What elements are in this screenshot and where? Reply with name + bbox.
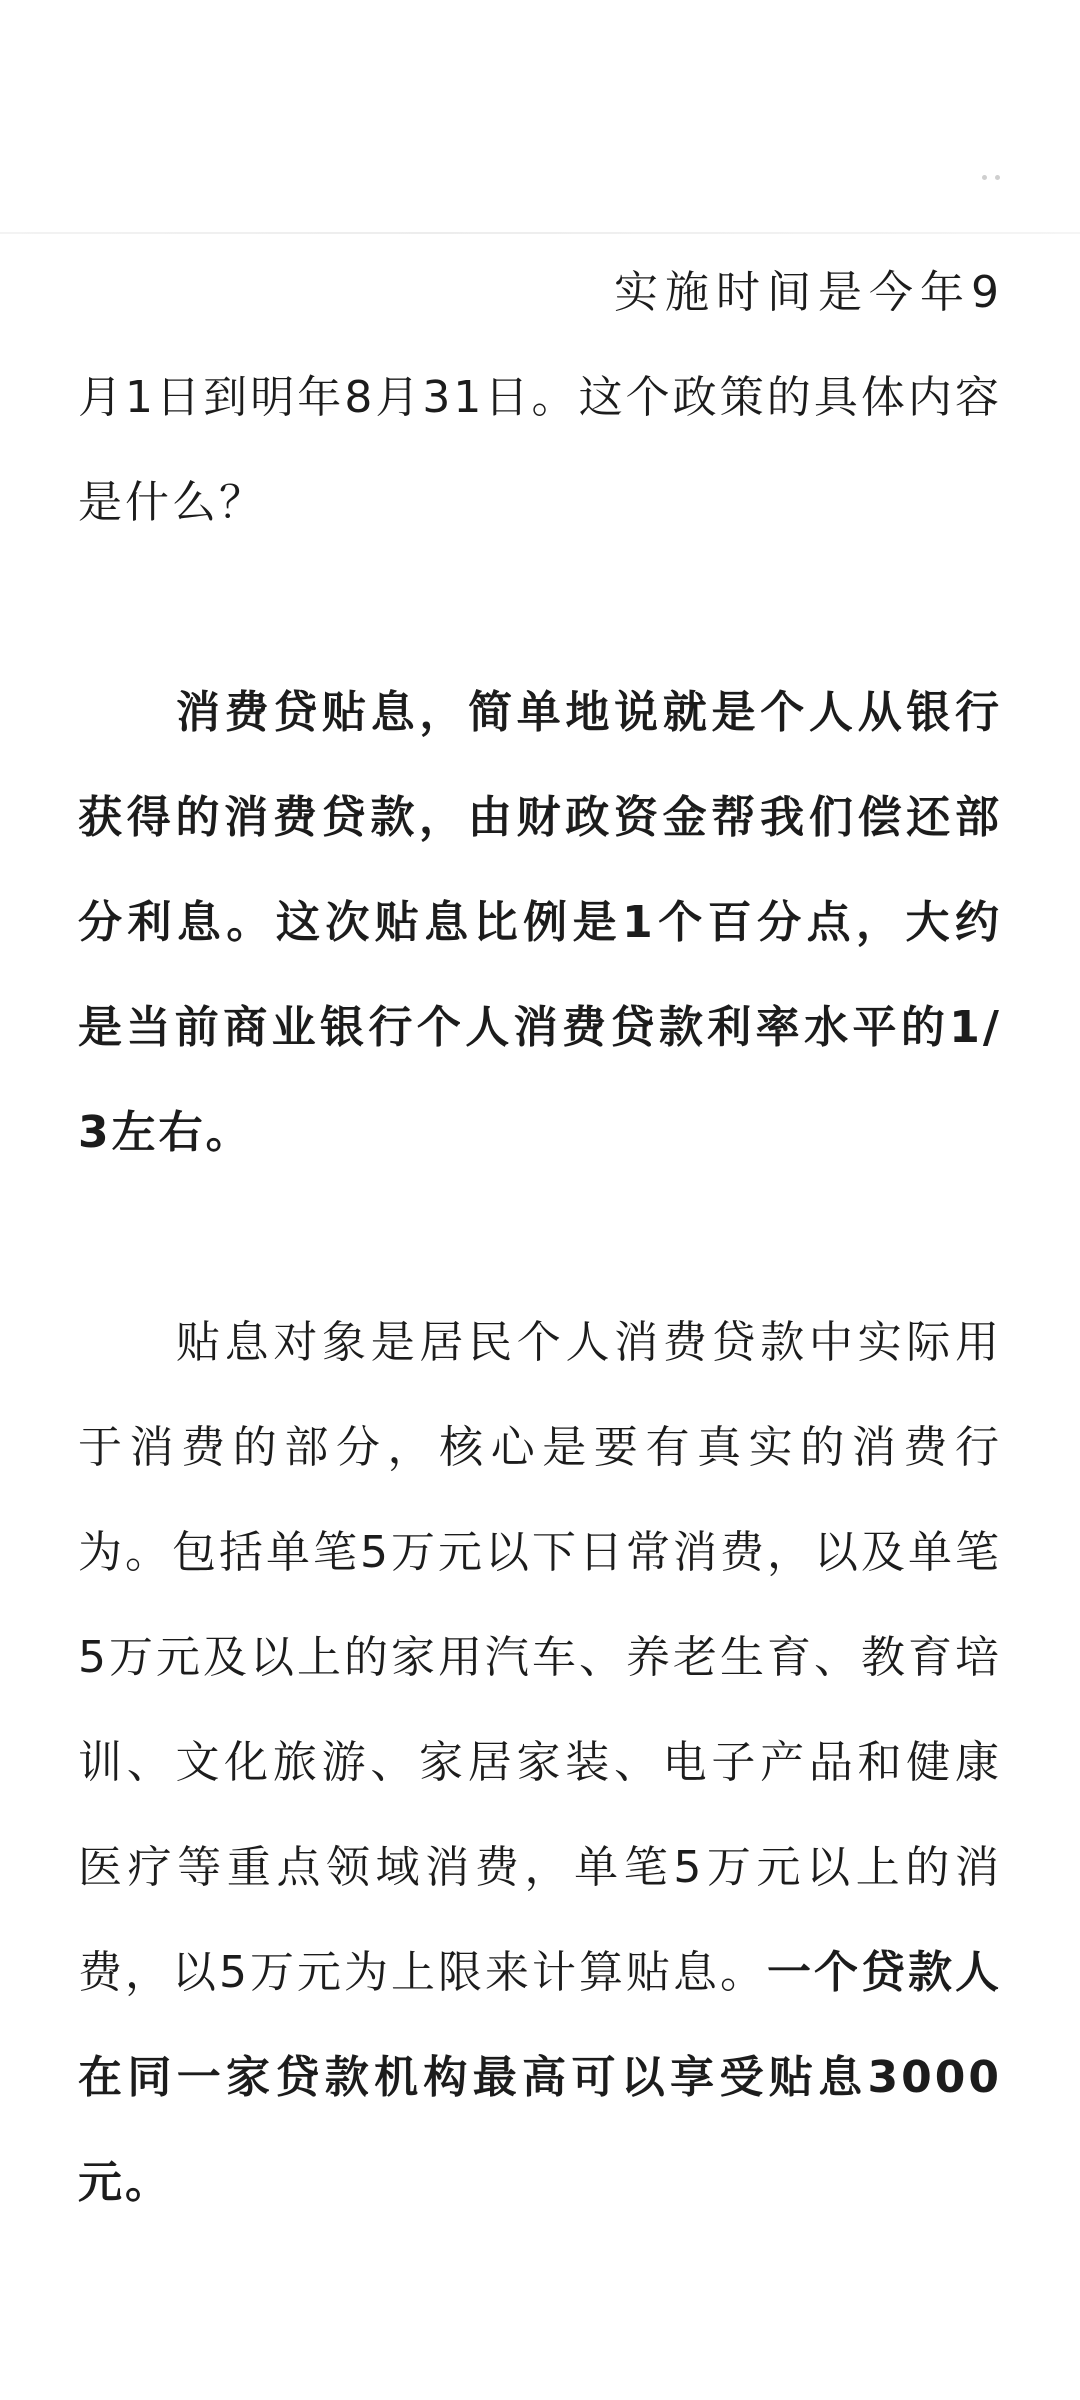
- paragraph-spacer: [78, 1185, 1002, 1290]
- paragraph-scope-text: 贴息对象是居民个人消费贷款中实际用于消费的部分，核心是要有真实的消费行为。包括单笔5万元以下日常消费，以及单笔5万元及以上的家用汽车、养老生育、教育培训、文化旅游、家居家装、电子产品和健康医疗等重点领域消费，单笔5万元以上的消费，以5万元为上限来计算贴息。: [78, 1317, 1002, 1998]
- top-bar: [0, 0, 1080, 232]
- paragraph-spacer: [78, 555, 1002, 660]
- header-divider: [0, 232, 1080, 234]
- more-options-icon[interactable]: [982, 175, 1000, 180]
- dot: [995, 175, 1000, 180]
- paragraph-subsidy-scope: [78, 1290, 1002, 2235]
- article-body: [78, 240, 1002, 2235]
- paragraph-implementation-time: 实施时间是今年9月1日到明年8月31日。这个政策的具体内容是什么？: [78, 267, 1002, 528]
- paragraph-subsidy-definition: 消费贷贴息，简单地说就是个人从银行获得的消费贷款，由财政资金帮我们偿还部分利息。这次贴息比例是1个百分点，大约是当前商业银行个人消费贷款利率水平的1/3左右。: [78, 687, 1002, 1158]
- dot: [982, 175, 987, 180]
- paragraph-scope-highlight: 一个贷款人在同一家贷款机构最高可以享受贴息3000元。: [78, 1947, 1002, 2208]
